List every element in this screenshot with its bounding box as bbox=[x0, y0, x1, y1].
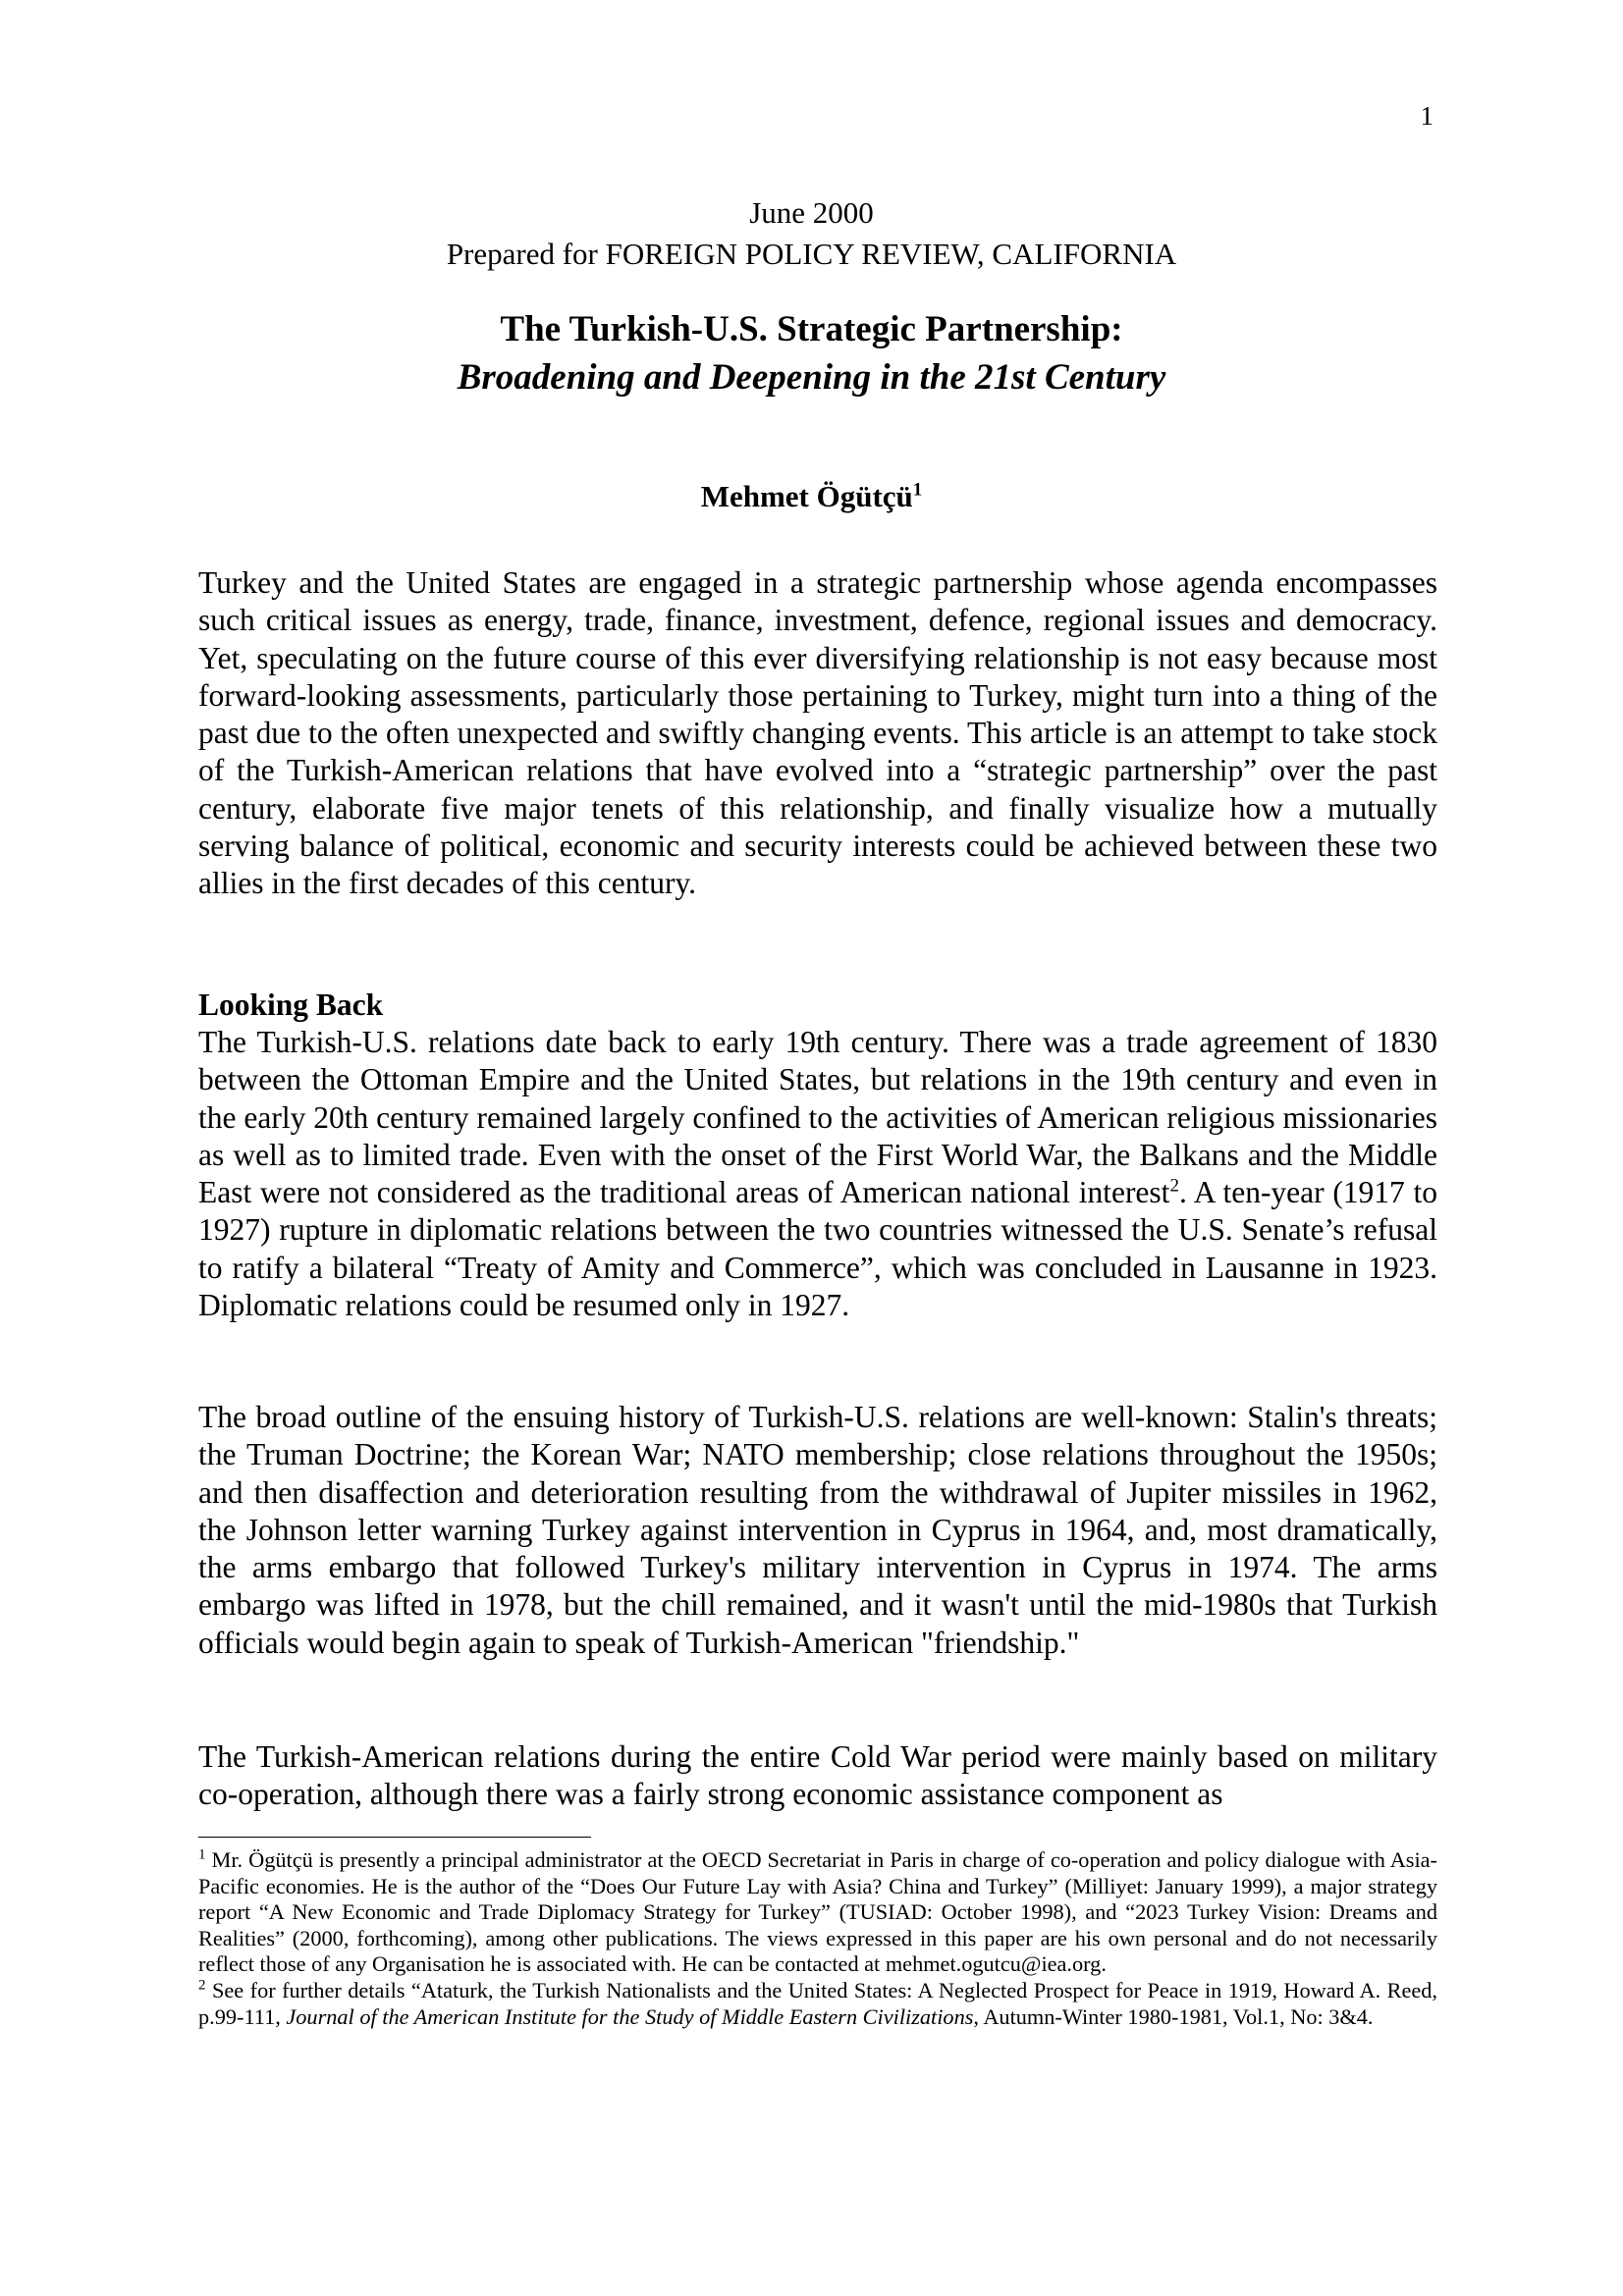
intro-paragraph: Turkey and the United States are engaged in a strategic partnership whose agenda encompasses such critical issues as energy, trade, finance, investment, defence, regional issues and democracy. Yet, speculating on the future course of this ever diversifying relationship is not easy because most forward-looking assessments, particularly those pertaining to Turkey, might turn into a thing of the past due to the often unexpected and swiftly changing events. This article is an attempt to take stock of the Turkish-American relations that have evolved into a “strategic partnership” over the past century, elaborate five major tenets of this relationship, and finally visualize how a mutually serving balance of political, economic and security interests could be achieved between these two allies in the first decades of this century. bbox=[198, 565, 1437, 901]
prepared-for-line: Prepared for FOREIGN POLICY REVIEW, CALIFORNIA bbox=[446, 237, 1177, 271]
section-heading-looking-back: Looking Back bbox=[198, 988, 384, 1022]
footnote-2 bbox=[198, 1978, 1437, 2030]
broad-outline-paragraph: The broad outline of the ensuing history of Turkish-U.S. relations are well-known: Stalin's threats; the Truman Doctrine; the Korean War; NATO membership; close relations throughout the 1950s; and then disaffection and deterioration resulting from the withdrawal of Jupiter missiles in 1962, the Johnson letter warning Turkey against intervention in Cyprus in 1964, and, most dramatically, the arms embargo that followed Turkey's military intervention in Cyprus in 1974. The arms embargo was lifted in 1978, but the chill remained, and it wasn't until the mid-1980s that Turkish officials would begin again to speak of Turkish-American "friendship." bbox=[198, 1400, 1437, 1660]
footnote-1-text: Mr. Ögütçü is presently a principal administrator at the OECD Secretariat in Paris in charge of co-operation and policy dialogue with Asia-Pacific economies. He is the author of the “Does Our Future Lay with Asia? China and Turkey” (Milliyet: January 1999), a major strategy report “A New Economic and Trade Diplomacy Strategy for Turkey” (TUSIAD: October 1998), and “2023 Turkey Vision: Dreams and Realities” (2000, forthcoming), among other publications. The views expressed in this paper are his own personal and do not necessarily reflect those of any Organisation he is associated with. He can be contacted at mehmet.ogutcu@iea.org. bbox=[198, 1847, 1437, 1977]
document-header bbox=[0, 192, 1623, 275]
looking-back-paragraph bbox=[198, 1024, 1437, 1324]
footnote-2-marker: 2 bbox=[198, 1977, 206, 1994]
document-date: June 2000 bbox=[749, 195, 874, 230]
footnote-1 bbox=[198, 1847, 1437, 1978]
footnote-2-journal-title: Journal of the American Institute for the Study of Middle Eastern Civilizations bbox=[286, 2003, 974, 2029]
document-title-block bbox=[0, 305, 1623, 401]
author-name: Mehmet Ögütçü bbox=[700, 479, 913, 513]
footnotes-section bbox=[198, 1847, 1437, 2030]
looking-back-text-part1: The Turkish-U.S. relations date back to early 19th century. There was a trade agreement of 1830 between the Ottoman Empire and the United States, but relations in the 19th century and even in the early 20th century remained largely confined to the activities of American religious missionaries as well as to limited trade. Even with the onset of the First World War, the Balkans and the Middle East were not considered as the traditional areas of American national interest bbox=[198, 1025, 1437, 1210]
footnote-2-text-before: See for further details “Ataturk, the Turkish Nationalists and the United States: A Neglected Prospect for Peace in 1919, Howard A. Reed, p.99-111, bbox=[198, 1977, 1437, 2029]
document-subtitle: Broadening and Deepening in the 21st Century bbox=[457, 357, 1166, 398]
footnote-1-marker: 1 bbox=[198, 1846, 206, 1863]
author-footnote-ref[interactable]: 1 bbox=[912, 479, 923, 501]
author-line bbox=[0, 477, 1623, 516]
cold-war-paragraph: The Turkish-American relations during the entire Cold War period were mainly based on military co-operation, although there was a fairly strong economic assistance component as bbox=[198, 1739, 1437, 1812]
page-number: 1 bbox=[1420, 101, 1434, 131]
footnote-2-text-after: , Autumn-Winter 1980-1981, Vol.1, No: 3&4. bbox=[973, 2003, 1374, 2029]
footnote-divider bbox=[198, 1837, 591, 1838]
footnote-ref-2[interactable]: 2 bbox=[1169, 1175, 1179, 1197]
looking-back-text-part2: . A ten-year (1917 to 1927) rupture in diplomatic relations between the two countries witnessed the U.S. Senate’s refusal to ratify a bilateral “Treaty of Amity and Commerce”, which was concluded in Lausanne in 1923. Diplomatic relations could be resumed only in 1927. bbox=[198, 1175, 1437, 1323]
document-title: The Turkish-U.S. Strategic Partnership: bbox=[500, 309, 1123, 349]
